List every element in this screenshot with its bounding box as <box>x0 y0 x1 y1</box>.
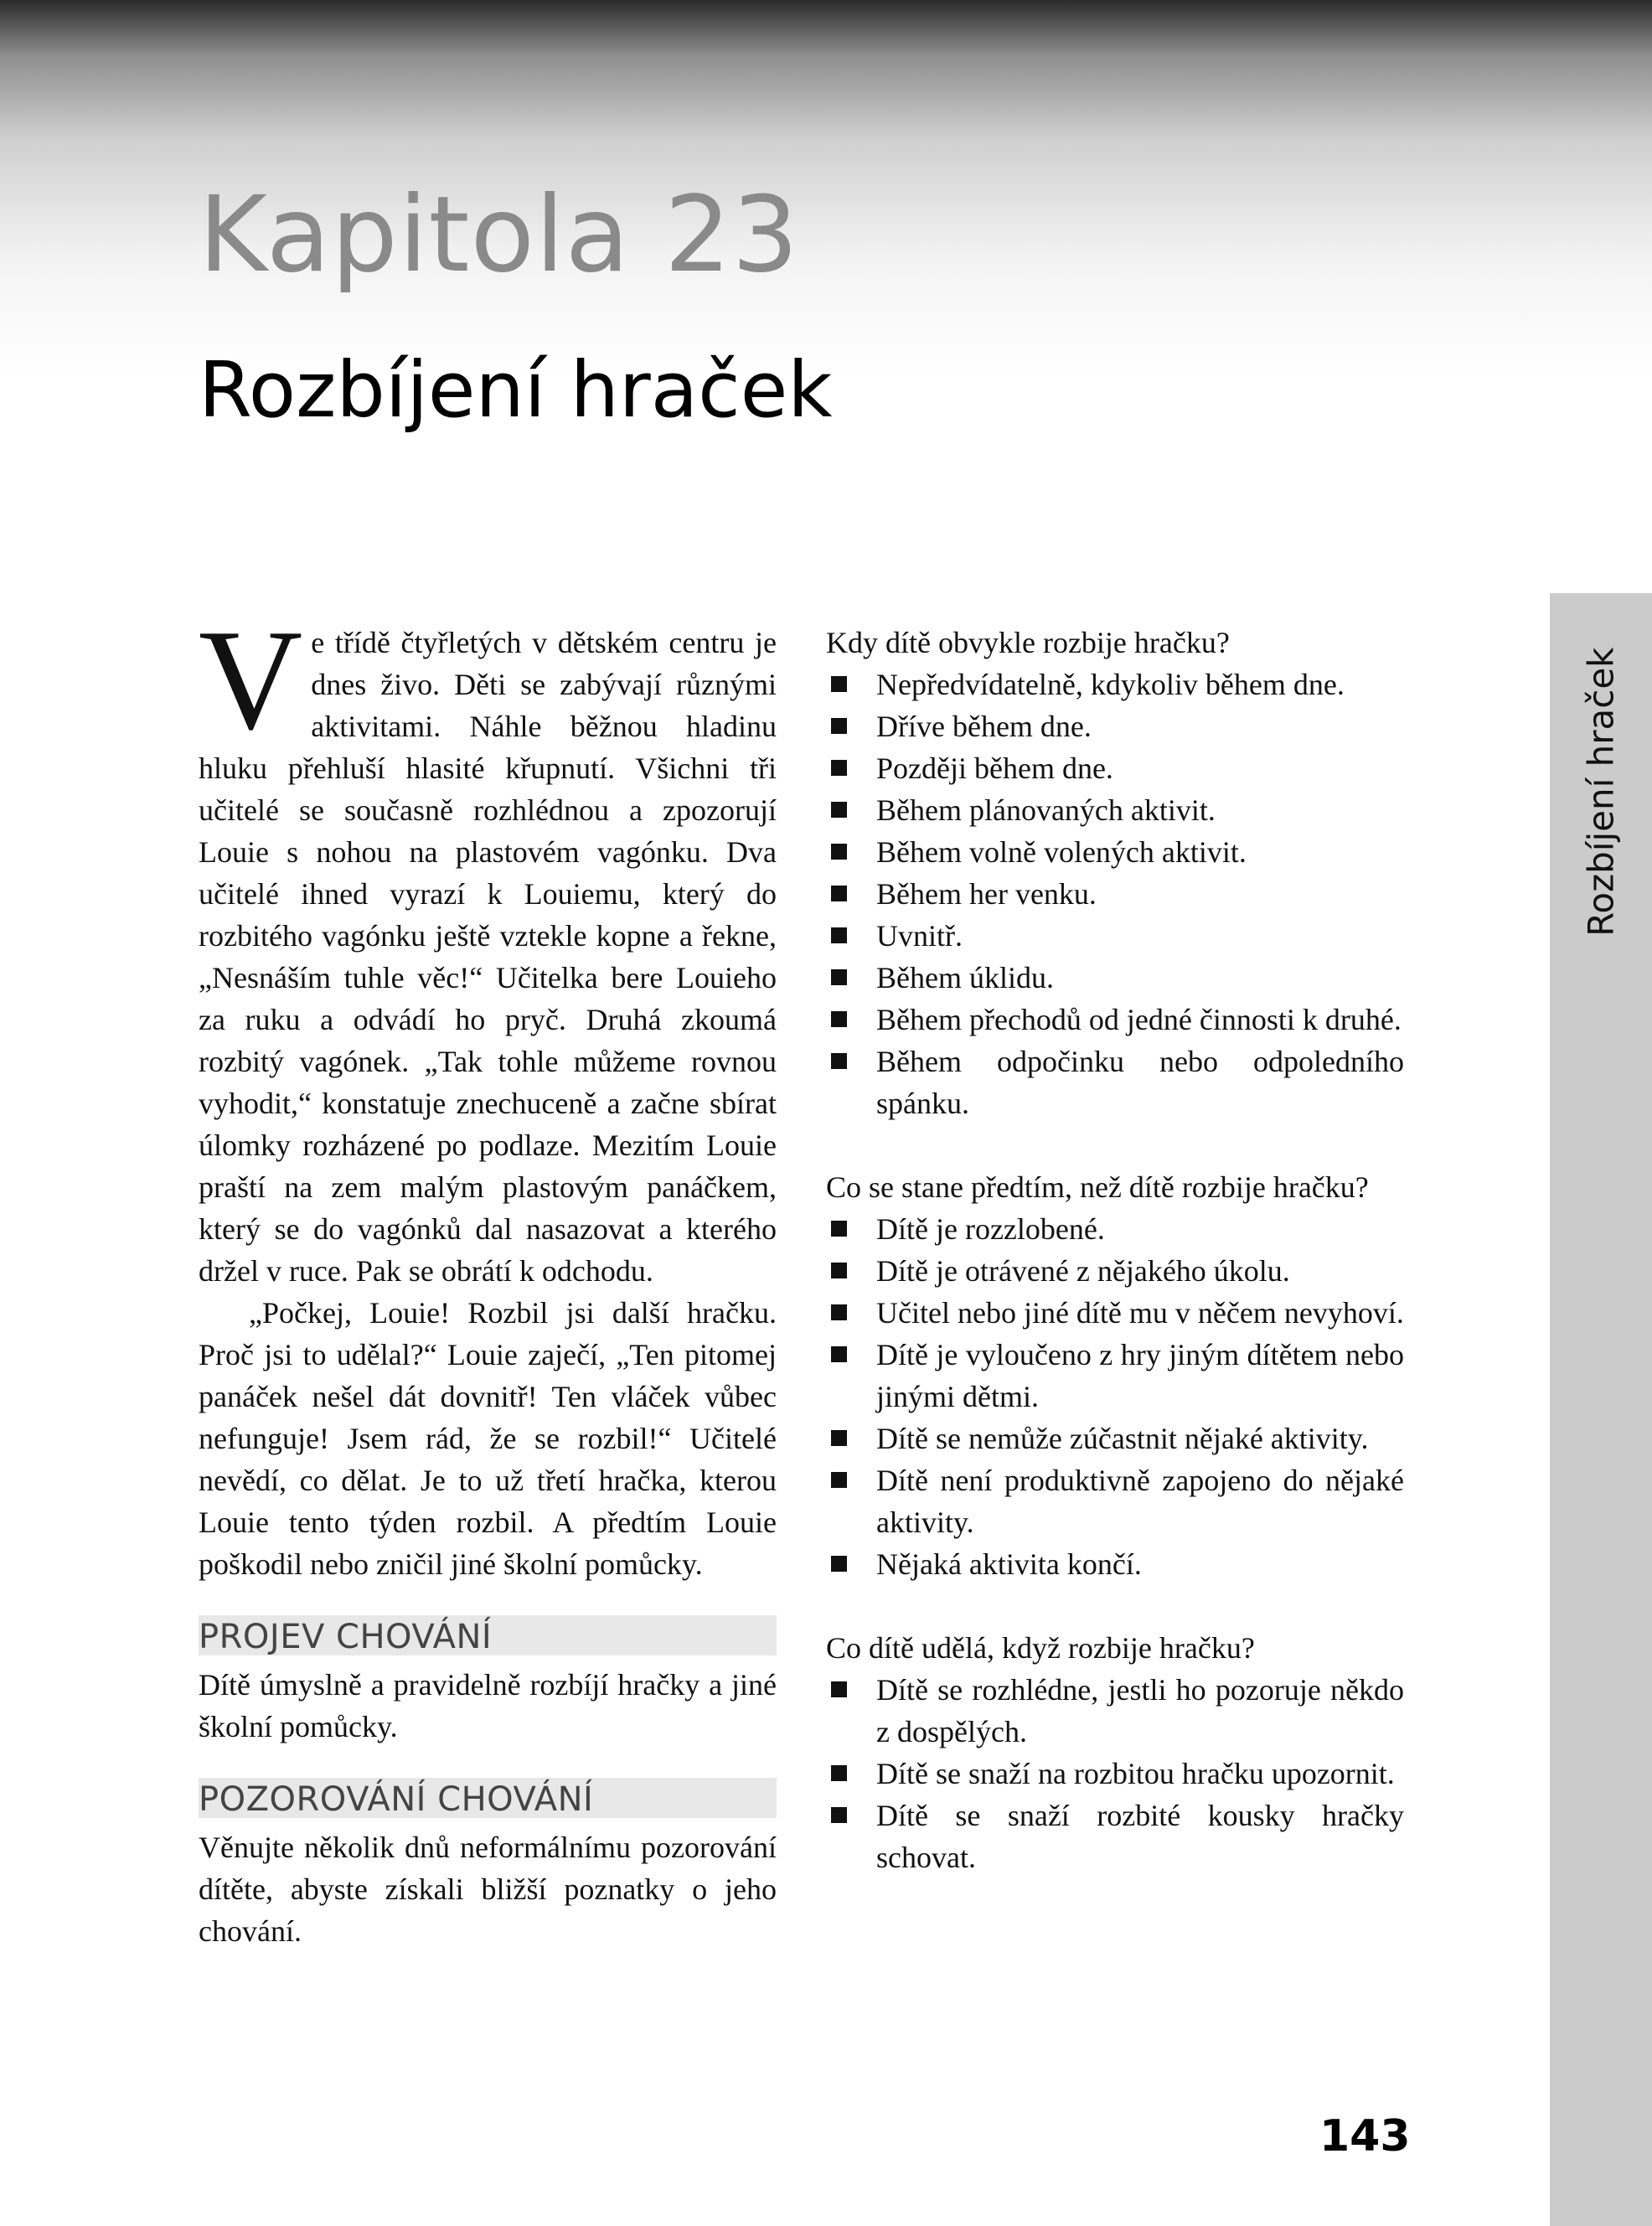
observation-text: Věnujte několik dnů neformálnímu pozorování dítěte, abyste získali bližší poznatky o jeho chování. <box>199 1831 777 1948</box>
drop-cap: V <box>199 601 303 760</box>
list-after <box>826 1669 1404 1878</box>
intro-paragraph <box>199 601 777 1292</box>
page-number: 143 <box>1319 2111 1411 2161</box>
list-item <box>826 873 1404 915</box>
question-after: Co dítě udělá, když rozbije hračku? <box>826 1631 1255 1665</box>
square-bullet-icon <box>831 676 847 692</box>
behavior-heading: PROJEV CHOVÁNÍ <box>199 1615 777 1655</box>
square-bullet-icon <box>831 1472 847 1488</box>
list-item-text: Během volně volených aktivit. <box>876 835 1247 869</box>
second-paragraph: „Počkej, Louie! Rozbil jsi další hračku. Proč jsi to udělal?“ Louie zaječí, „Ten pitomej panáček nešel dát dovnitř! Ten vláček vůbec nefunguje! Jsem rád, že se rozbil!“ Učitelé nevědí, co dělat. Je to už třetí hračka, kterou Louie tento týden rozbil. A předtím Louie poškodil nebo zničil jiné školní pomůcky. <box>199 1296 777 1581</box>
list-item <box>826 1795 1404 1878</box>
list-item-text: Dítě je vyloučeno z hry jiným dítětem nebo jinými dětmi. <box>876 1338 1404 1413</box>
list-item-text: Nějaká aktivita končí. <box>876 1547 1142 1581</box>
square-bullet-icon <box>831 1346 847 1362</box>
list-item <box>826 999 1404 1041</box>
list-item-text: Dítě se nemůže zúčastnit nějaké aktivity. <box>876 1422 1369 1455</box>
list-item-text: Dítě se rozhlédne, jestli ho pozoruje někdo z dospělých. <box>876 1673 1404 1748</box>
list-item <box>826 1041 1404 1124</box>
square-bullet-icon <box>831 1807 847 1823</box>
square-bullet-icon <box>831 718 847 734</box>
list-item-text: Dítě je rozzlobené. <box>876 1212 1105 1246</box>
list-item <box>826 1208 1404 1250</box>
list-item <box>826 1459 1404 1543</box>
square-bullet-icon <box>831 1430 847 1446</box>
list-when <box>826 664 1404 1124</box>
list-item <box>826 915 1404 957</box>
behavior-text: Dítě úmyslně a pravidelně rozbíjí hračky a jiné školní pomůcky. <box>199 1668 777 1743</box>
observation-heading: POZOROVÁNÍ CHOVÁNÍ <box>199 1778 777 1818</box>
list-item <box>826 1543 1404 1585</box>
list-item-text: Během úklidu. <box>876 961 1054 994</box>
intro-paragraph-text: e třídě čtyřletých v dětském centru je dnes živo. Děti se zabývají různými aktivitami. Náhle běžnou hladinu hluku přehluší hlasité křupnutí. Všichni tři učitelé se současně rozhlédnou a zpozorují Louie s nohou na plastovém vagónku. Dva učitelé ihned vyrazí k Louiemu, který do rozbitého vagónku ještě vztekle kopne a řekne, „Nesnáším tuhle věc!“ Učitelka bere Louieho za ruku a odvádí ho pryč. Druhá zkoumá rozbitý vagónek. „Tak tohle můžeme rovnou vyhodit,“ konstatuje znechuceně a začne sbírat úlomky rozházené po podlaze. Mezitím Louie praští na zem malým plastovým panáčkem, který se do vagónků dal nasazovat a kterého držel v ruce. Pak se obrátí k odchodu. <box>199 626 777 1288</box>
square-bullet-icon <box>831 760 847 776</box>
list-item-text: Dítě se snaží na rozbitou hračku upozornit. <box>876 1757 1395 1790</box>
list-item <box>826 1669 1404 1753</box>
square-bullet-icon <box>831 1556 847 1572</box>
list-item-text: Učitel nebo jiné dítě mu v něčem nevyhoví. <box>876 1296 1404 1330</box>
square-bullet-icon <box>831 886 847 901</box>
list-item-text: Dítě se snaží rozbité kousky hračky schovat. <box>876 1799 1404 1874</box>
square-bullet-icon <box>831 1053 847 1069</box>
list-item-text: Uvnitř. <box>876 919 963 953</box>
list-item <box>826 831 1404 873</box>
list-item <box>826 747 1404 789</box>
list-item-text: Během her venku. <box>876 877 1097 911</box>
square-bullet-icon <box>831 1263 847 1278</box>
list-item <box>826 664 1404 705</box>
list-before <box>826 1208 1404 1585</box>
right-column <box>826 622 1404 1920</box>
list-item <box>826 1250 1404 1292</box>
question-before: Co se stane předtím, než dítě rozbije hračku? <box>826 1170 1369 1204</box>
list-item-text: Během přechodů od jedné činnosti k druhé. <box>876 1003 1402 1036</box>
list-item-text: Během odpočinku nebo odpoledního spánku. <box>876 1045 1404 1120</box>
question-when: Kdy dítě obvykle rozbije hračku? <box>826 626 1230 659</box>
square-bullet-icon <box>831 1304 847 1320</box>
square-bullet-icon <box>831 802 847 818</box>
square-bullet-icon <box>831 927 847 943</box>
left-column <box>199 601 777 1952</box>
list-item-text: Později během dne. <box>876 751 1113 785</box>
list-item <box>826 1753 1404 1795</box>
list-item-text: Během plánovaných aktivit. <box>876 793 1216 827</box>
list-item-text: Nepředvídatelně, kdykoliv během dne. <box>876 668 1345 701</box>
chapter-label: Kapitola 23 <box>199 174 800 296</box>
list-item <box>826 957 1404 999</box>
list-item <box>826 705 1404 747</box>
square-bullet-icon <box>831 1681 847 1697</box>
square-bullet-icon <box>831 1765 847 1781</box>
list-item <box>826 1292 1404 1334</box>
list-item <box>826 1418 1404 1459</box>
square-bullet-icon <box>831 844 847 860</box>
list-item-text: Dítě není produktivně zapojeno do nějaké aktivity. <box>876 1464 1404 1539</box>
chapter-title: Rozbíjení hraček <box>199 345 833 435</box>
list-item-text: Dítě je otrávené z nějakého úkolu. <box>876 1254 1290 1288</box>
square-bullet-icon <box>831 1011 847 1027</box>
square-bullet-icon <box>831 1221 847 1237</box>
square-bullet-icon <box>831 969 847 985</box>
list-item <box>826 1334 1404 1418</box>
list-item <box>826 789 1404 831</box>
side-tab-label: Rozbíjení hraček <box>1580 647 1622 937</box>
list-item-text: Dříve během dne. <box>876 710 1092 743</box>
